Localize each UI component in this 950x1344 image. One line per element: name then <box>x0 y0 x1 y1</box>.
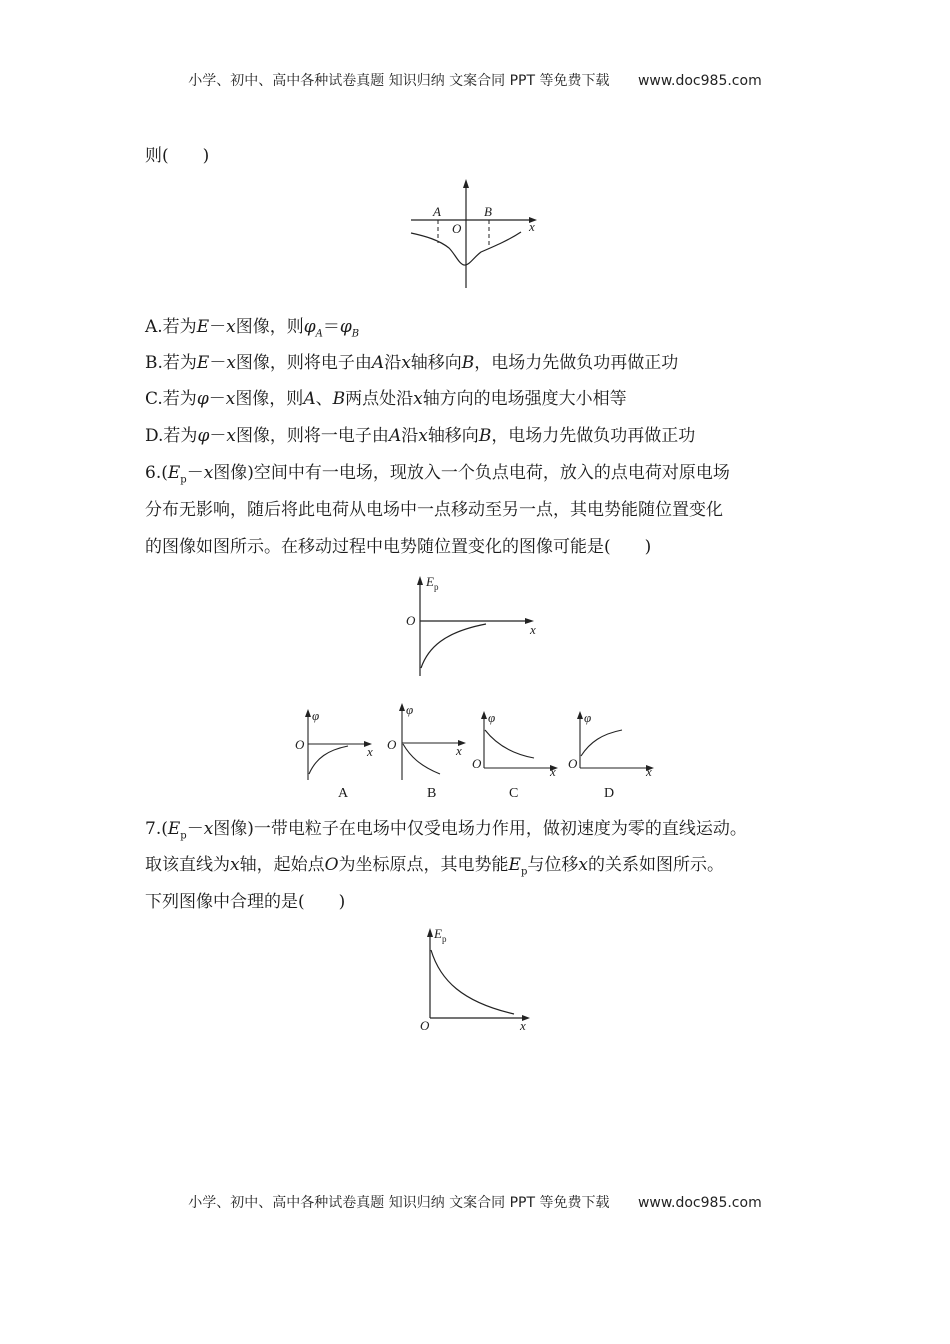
q7-ylabel: $E_p$ <box>434 926 447 944</box>
q6-choice-a-label: A <box>338 786 349 801</box>
q7-curve <box>431 950 514 1014</box>
q5-label-o: O <box>452 221 462 236</box>
q5-option-a: A.若为E－x图像，则$\varphi_A=\varphi_B$ <box>145 317 360 340</box>
footer-text: 小学、初中、高中各种试卷真题 知识归纳 文案合同 PPT 等免费下载 <box>188 1195 610 1211</box>
q5-figure <box>405 176 545 292</box>
page-header <box>0 70 950 90</box>
q6-choice-c-figure <box>468 706 564 778</box>
q6-main-xlabel: x <box>530 622 536 637</box>
svg-text:O: O <box>472 756 482 771</box>
q6-main-figure <box>400 570 550 680</box>
q5-label-a: A <box>433 204 441 219</box>
q7-line-3: 下列图像中合理的是( ) <box>145 892 346 912</box>
q6-main-origin: O <box>406 613 416 628</box>
page-footer <box>0 1192 950 1212</box>
svg-text:x: x <box>367 744 373 759</box>
q7-line-2: 取该直线为x轴，起始点O为坐标原点，其电势能$E_p$与位移x的关系如图所示。 <box>145 855 724 878</box>
svg-text:O: O <box>387 737 397 752</box>
q6-main-curve <box>421 624 486 668</box>
q5-label-b: B <box>484 204 492 219</box>
svg-text:x: x <box>646 764 652 778</box>
q5-y-arrow <box>463 179 469 188</box>
q5-option-d: D.若为φ－x图像，则将一电子由A沿x轴移向B，电场力先做负功再做正功 <box>145 426 696 446</box>
svg-text:x: x <box>550 764 556 778</box>
q5-option-c: C.若为φ－x图像，则A、B两点处沿x轴方向的电场强度大小相等 <box>145 389 627 409</box>
svg-text:O: O <box>295 737 305 752</box>
svg-text:O: O <box>568 756 578 771</box>
q7-figure <box>414 922 544 1034</box>
q5-option-b: B.若为E－x图像，则将电子由A沿x轴移向B，电场力先做负功再做正功 <box>145 353 679 373</box>
q6-choice-c-label: C <box>509 786 519 801</box>
q6-choice-b-label: B <box>427 786 437 801</box>
q6-choice-b-figure <box>384 698 474 782</box>
q6-choice-d-label: D <box>604 786 615 801</box>
header-text: 小学、初中、高中各种试卷真题 知识归纳 文案合同 PPT 等免费下载 <box>188 73 610 89</box>
q6-line-1: $6.(E_p-x$图像)空间中有一电场，现放入一个负点电荷，放入的点电荷对原电场 <box>145 463 730 486</box>
svg-text:φ: φ <box>488 710 496 725</box>
svg-text:x: x <box>456 743 462 758</box>
q7-xlabel: x <box>520 1018 526 1033</box>
header-site: www.doc985.com <box>637 73 762 89</box>
footer-site: www.doc985.com <box>637 1195 762 1211</box>
svg-text:φ: φ <box>312 708 320 723</box>
svg-text:φ: φ <box>584 710 592 725</box>
q5-label-x: x <box>529 219 535 234</box>
q6-line-3: 的图像如图所示。在移动过程中电势随位置变化的图像可能是( ) <box>145 537 652 557</box>
q6-line-2: 分布无影响，随后将此电荷从电场中一点移动至另一点，其电势能随位置变化 <box>145 500 723 520</box>
q7-line-1: $7.(E_p-x$图像)一带电粒子在电场中仅受电场力作用，做初速度为零的直线运动。 <box>145 819 747 842</box>
q6-main-ylabel: $E_p$ <box>426 574 439 592</box>
q7-origin: O <box>420 1018 430 1033</box>
q5-stem-tail: 则( ) <box>145 146 210 166</box>
q6-choice-a-figure <box>290 704 380 782</box>
svg-text:φ: φ <box>406 702 414 717</box>
q6-choice-d-figure <box>564 706 660 778</box>
